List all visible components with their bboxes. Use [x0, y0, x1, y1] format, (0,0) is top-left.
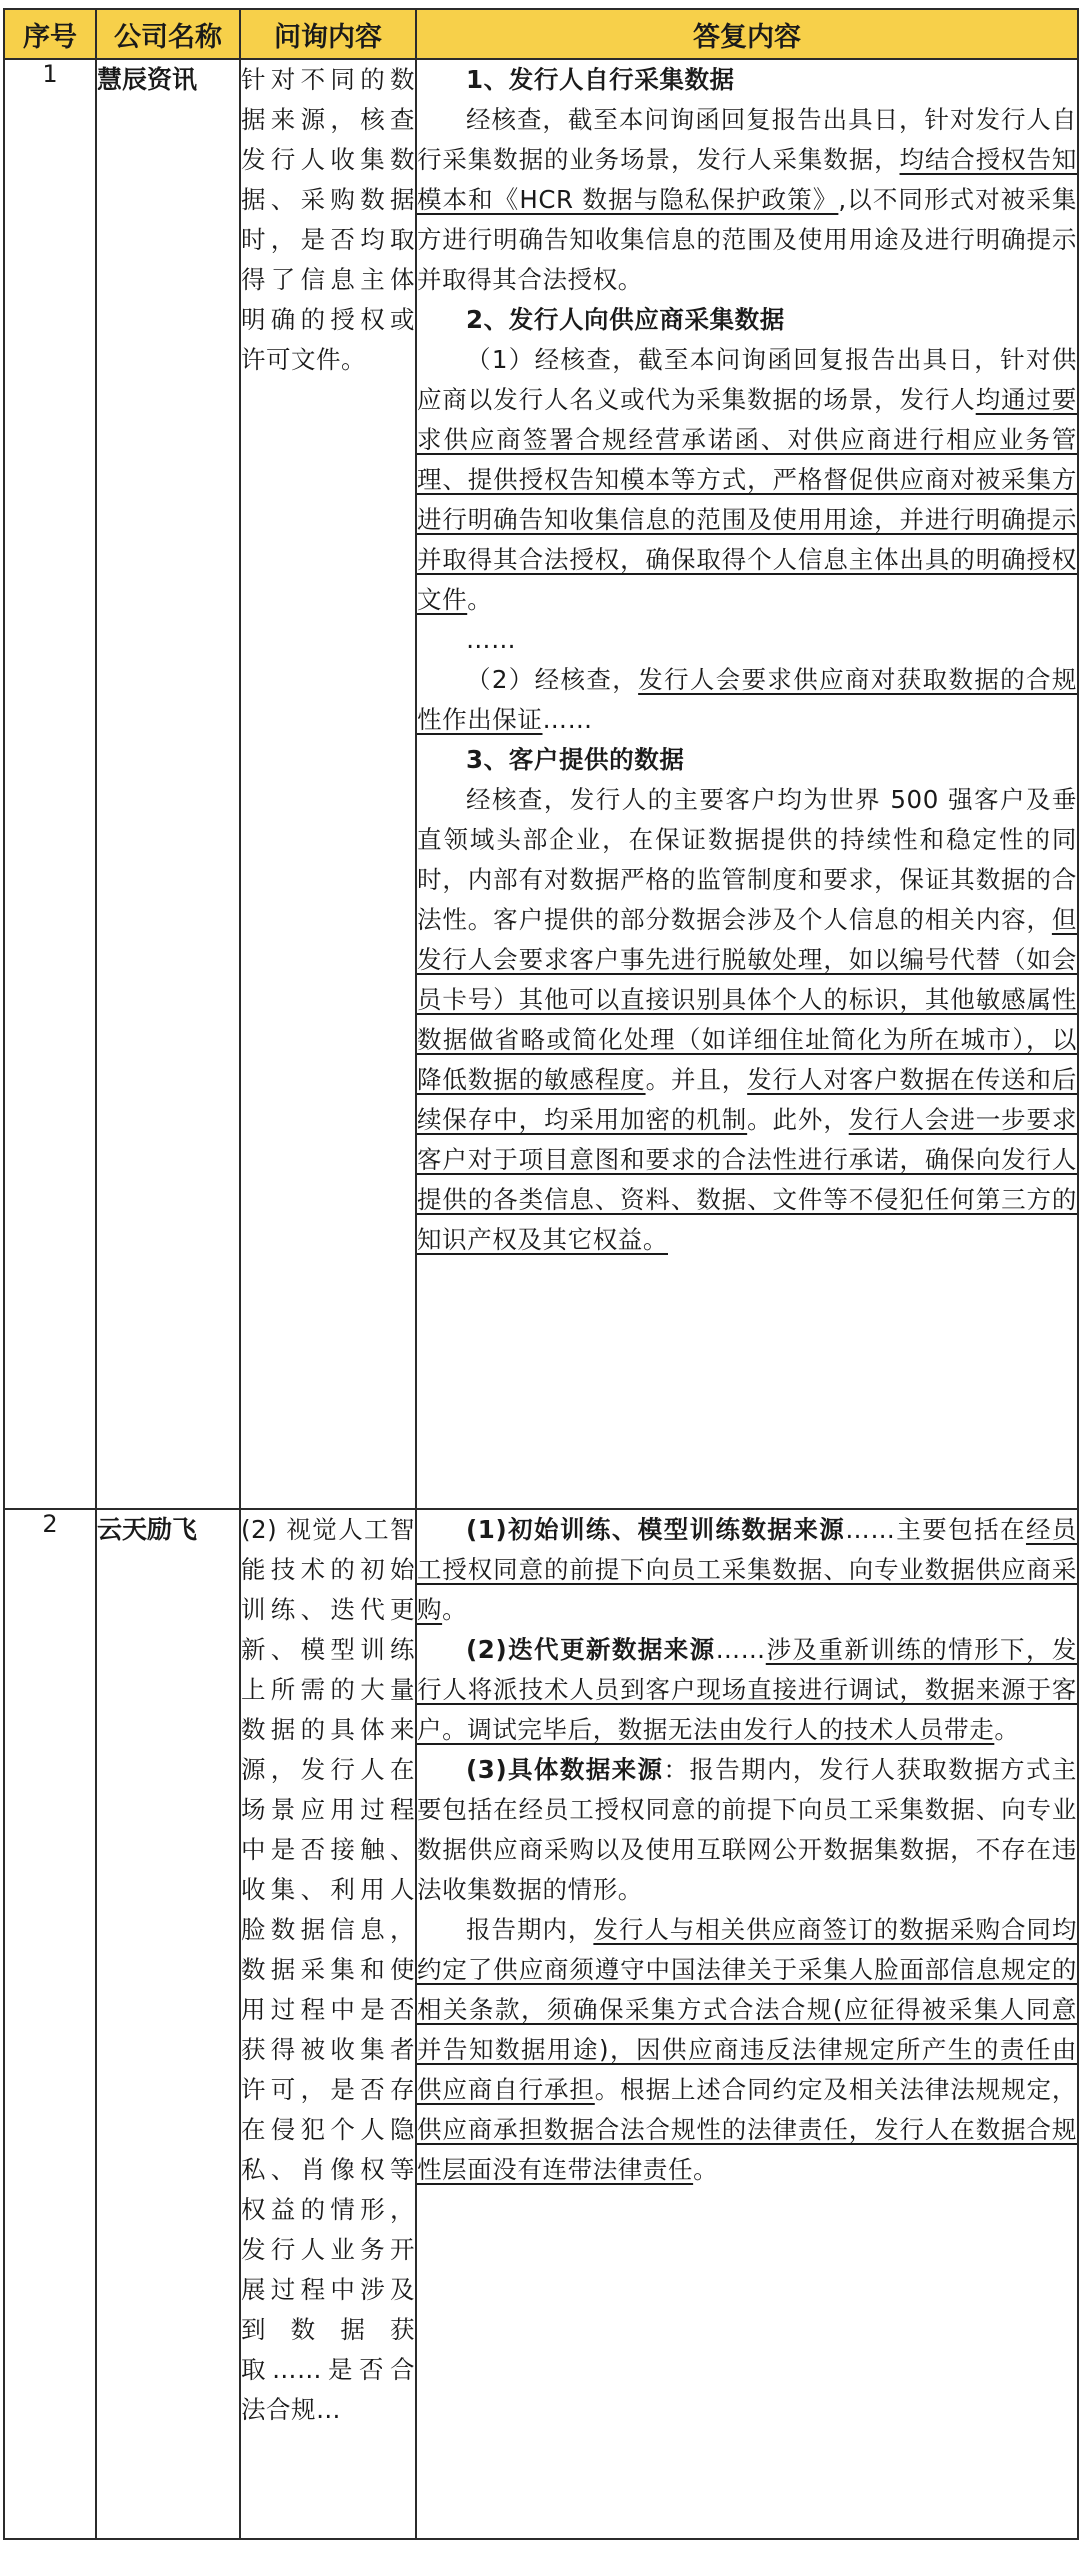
row-company: 云天励飞	[96, 1509, 240, 2539]
row-seq: 1	[4, 59, 96, 1509]
reply-paragraph: (3)具体数据来源：报告期内，发行人获取数据方式主要包括在经员工授权同意的前提下向员工采集数据、向专业数据供应商采购以及使用互联网公开数据集数据，不存在违法收集数据的情形。	[417, 1755, 1077, 1904]
row-company: 慧辰资讯	[96, 59, 240, 1509]
header-reply: 答复内容	[416, 9, 1078, 59]
reply-heading: 2、发行人向供应商采集数据	[466, 305, 785, 334]
reply-heading: 1、发行人自行采集数据	[466, 65, 735, 94]
header-inquiry: 问询内容	[240, 9, 416, 59]
reply-paragraph: 经核查，截至本问询函回复报告出具日，针对发行人自行采集数据的业务场景，发行人采集数据，均结合授权告知模本和《HCR 数据与隐私保护政策》,以不同形式对被采集方进行明确告知收集信息的范围及使用用途及进行明确提示并取得其合法授权。	[417, 105, 1077, 294]
reply-paragraph: 经核查，发行人的主要客户均为世界 500 强客户及垂直领域头部企业，在保证数据提供的持续性和稳定性的同时，内部有对数据严格的监管制度和要求，保证其数据的合法性。客户提供的部分数据会涉及个人信息的相关内容，但发行人会要求客户事先进行脱敏处理，如以编号代替（如会员卡号）其他可以直接识别具体个人的标识，其他敏感属性数据做省略或简化处理（如详细住址简化为所在城市），以降低数据的敏感程度。并且，发行人对客户数据在传送和后续保存中，均采用加密的机制。此外，发行人会进一步要求客户对于项目意图和要求的合法性进行承诺，确保向发行人提供的各类信息、资料、数据、文件等不侵犯任何第三方的知识产权及其它权益。	[417, 785, 1077, 1254]
inquiry-reply-table	[3, 8, 1079, 2540]
row-inquiry: 针对不同的数据来源，核查发行人收集数据、采购数据时，是否均取得了信息主体明确的授权或许可文件。	[240, 59, 416, 1509]
table-row	[4, 59, 1078, 1509]
reply-paragraph: （2）经核查，发行人会要求供应商对获取数据的合规性作出保证……	[417, 665, 1077, 734]
reply-paragraph: (2)迭代更新数据来源……涉及重新训练的情形下，发行人将派技术人员到客户现场直接进行调试，数据来源于客户。调试完毕后，数据无法由发行人的技术人员带走。	[417, 1635, 1077, 1744]
reply-paragraph: （1）经核查，截至本问询函回复报告出具日，针对供应商以发行人名义或代为采集数据的场景，发行人均通过要求供应商签署合规经营承诺函、对供应商进行相应业务管理、提供授权告知模本等方式，严格督促供应商对被采集方进行明确告知收集信息的范围及使用用途，并进行明确提示并取得其合法授权，确保取得个人信息主体出具的明确授权文件。	[417, 345, 1077, 614]
header-row	[4, 9, 1078, 59]
row-reply	[416, 59, 1078, 1509]
row-reply	[416, 1509, 1078, 2539]
header-seq: 序号	[4, 9, 96, 59]
reply-heading: 3、客户提供的数据	[466, 745, 685, 774]
reply-paragraph: 报告期内，发行人与相关供应商签订的数据采购合同均约定了供应商须遵守中国法律关于采集人脸面部信息规定的相关条款，须确保采集方式合法合规(应征得被采集人同意并告知数据用途)，因供应商违反法律规定所产生的责任由供应商自行承担。根据上述合同约定及相关法律法规规定，供应商承担数据合法合规性的法律责任，发行人在数据合规性层面没有连带法律责任。	[417, 1915, 1078, 2184]
reply-paragraph: (1)初始训练、模型训练数据来源……主要包括在经员工授权同意的前提下向员工采集数据、向专业数据供应商采购。	[417, 1515, 1078, 1624]
row-seq: 2	[4, 1509, 96, 2539]
table-row	[4, 1509, 1078, 2539]
header-company: 公司名称	[96, 9, 240, 59]
row-inquiry: (2) 视觉人工智能技术的初始训练、迭代更新、模型训练上所需的大量数据的具体来源，发行人在场景应用过程中是否接触、收集、利用人脸数据信息，数据采集和使用过程中是否获得被收集者许可，是否存在侵犯个人隐私、肖像权等权益的情形，发行人业务开展过程中涉及到数据获取……是否合法合规…	[240, 1509, 416, 2539]
reply-ellipsis: ……	[466, 625, 517, 654]
